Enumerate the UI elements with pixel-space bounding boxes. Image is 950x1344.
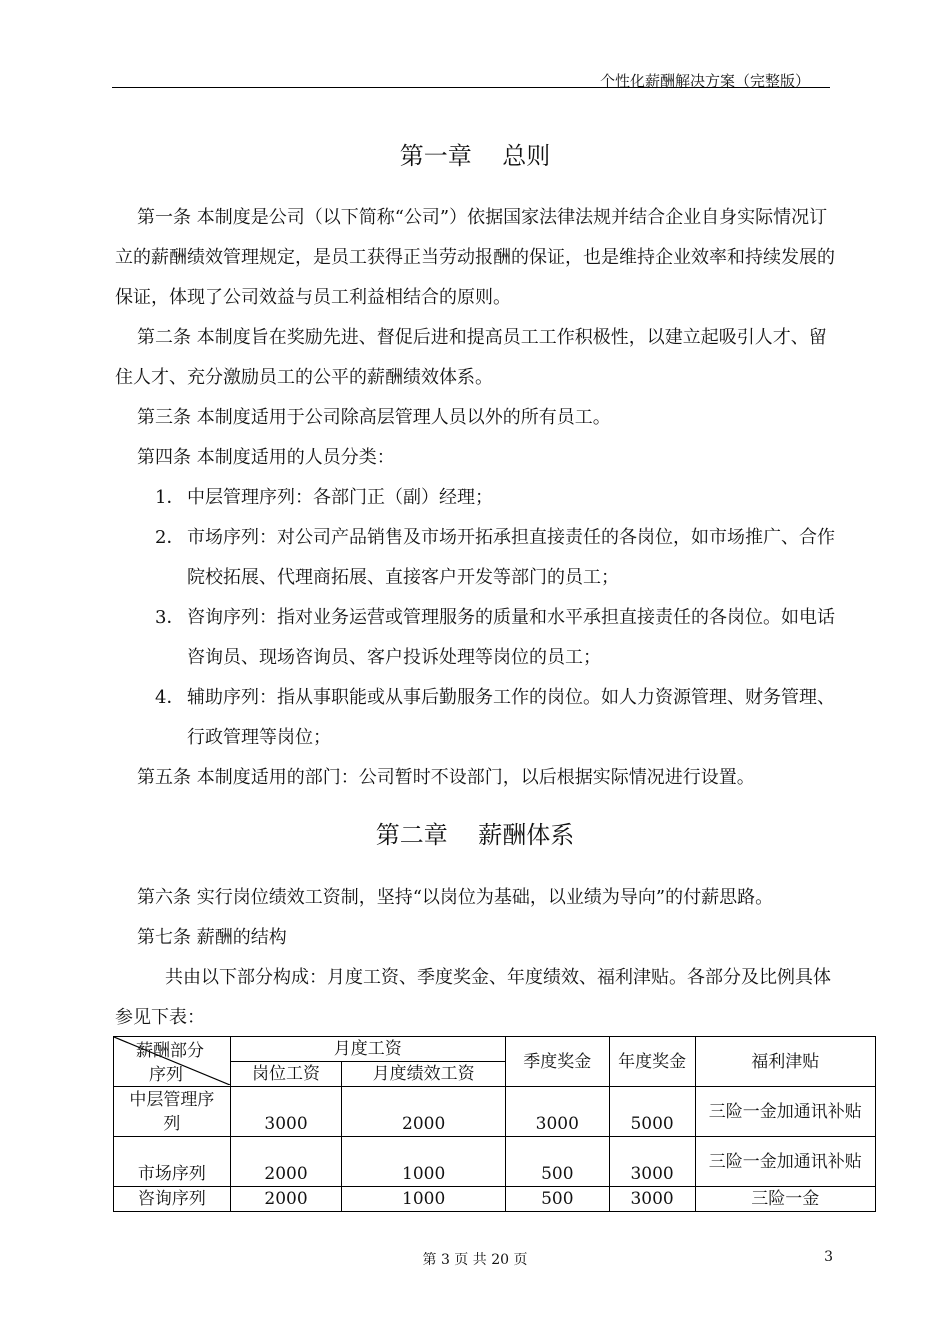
page-number: 3: [824, 1249, 833, 1265]
corner-label-bottom: 序列: [149, 1065, 183, 1085]
chapter-1-body: [115, 198, 835, 798]
cell-annual: 3000: [609, 1187, 695, 1212]
cell-welfare: 三险一金加通讯补贴: [695, 1087, 875, 1137]
cell-quarterly: 3000: [505, 1087, 609, 1137]
cell-sequence: 咨询序列: [114, 1187, 231, 1212]
chapter-2-title: 第二章 薪酬体系: [375, 821, 575, 849]
header-monthly-performance: 月度绩效工资: [342, 1062, 506, 1087]
list-text: 咨询序列：指对业务运营或管理服务的质量和水平承担直接责任的各岗位。如电话咨询员、现场咨询员、客户投诉处理等岗位的员工；: [187, 607, 835, 668]
header-monthly: 月度工资: [230, 1037, 505, 1062]
list-text: 中层管理序列：各部门正（副）经理；: [187, 487, 493, 508]
article-7: 第七条 薪酬的结构: [137, 927, 287, 948]
article-2: 第二条 本制度旨在奖励先进、督促后进和提高员工工作积极性，以建立起吸引人才、留住人才、充分激励员工的公平的薪酬绩效体系。: [115, 327, 827, 388]
list-number: 3．: [155, 607, 185, 628]
list-text: 市场序列：对公司产品销售及市场开拓承担直接责任的各岗位，如市场推广、合作院校拓展、代理商拓展、直接客户开发等部门的员工；: [187, 527, 835, 588]
list-item: [115, 478, 835, 518]
cell-sequence: 市场序列: [114, 1137, 231, 1187]
cell-quarterly: 500: [505, 1187, 609, 1212]
chapter-2-body: [115, 878, 835, 1038]
cell-performance: 2000: [342, 1087, 506, 1137]
list-number: 4．: [155, 687, 185, 708]
cell-base: 2000: [230, 1137, 342, 1187]
list-item: [115, 678, 835, 758]
cell-annual: 5000: [609, 1087, 695, 1137]
cell-base: 2000: [230, 1187, 342, 1212]
cell-welfare: 三险一金: [695, 1187, 875, 1212]
cell-base: 3000: [230, 1087, 342, 1137]
article-7-description: 共由以下部分构成：月度工资、季度奖金、年度绩效、福利津贴。各部分及比例具体参见下表：: [115, 967, 831, 1028]
header-quarterly-bonus: 季度奖金: [505, 1037, 609, 1087]
article-1: 第一条 本制度是公司（以下简称“公司”）依据国家法律法规并结合企业自身实际情况订立的薪酬绩效管理规定，是员工获得正当劳动报酬的保证，也是维持企业效率和持续发展的保证，体现了公司效益与员工利益相结合的原则。: [115, 207, 835, 308]
chapter-1-title: 第一章 总则: [399, 142, 551, 170]
article-5: 第五条 本制度适用的部门：公司暂时不设部门，以后根据实际情况进行设置。: [137, 767, 755, 788]
list-text: 辅助序列：指从事职能或从事后勤服务工作的岗位。如人力资源管理、财务管理、行政管理等岗位；: [187, 687, 835, 748]
corner-label-top: 薪酬部分: [136, 1041, 204, 1061]
article-6: 第六条 实行岗位绩效工资制，坚持“以岗位为基础，以业绩为导向”的付薪思路。: [137, 887, 774, 908]
header-annual-bonus: 年度奖金: [609, 1037, 695, 1087]
table-row: [114, 1137, 876, 1187]
header-welfare: 福利津贴: [695, 1037, 875, 1087]
cell-performance: 1000: [342, 1187, 506, 1212]
table-row: [114, 1087, 876, 1137]
salary-structure-table: [113, 1036, 876, 1212]
article-4: 第四条 本制度适用的人员分类：: [137, 447, 395, 468]
cell-welfare: 三险一金加通讯补贴: [695, 1137, 875, 1187]
list-item: [115, 518, 835, 598]
article-3: 第三条 本制度适用于公司除高层管理人员以外的所有员工。: [137, 407, 611, 428]
list-item: [115, 598, 835, 678]
header-base-salary: 岗位工资: [230, 1062, 342, 1087]
cell-sequence: 中层管理序列: [114, 1087, 231, 1137]
list-number: 1．: [155, 487, 185, 508]
cell-performance: 1000: [342, 1137, 506, 1187]
table-header-row: [114, 1037, 876, 1062]
running-header: 个性化薪酬解决方案（完整版）: [599, 72, 810, 90]
table-row: [114, 1187, 876, 1212]
header-rule: [112, 87, 830, 88]
list-number: 2．: [155, 527, 185, 548]
diagonal-header-cell: [114, 1037, 231, 1087]
page-footer: 第 3 页 共 20 页: [422, 1252, 528, 1268]
cell-quarterly: 500: [505, 1137, 609, 1187]
cell-annual: 3000: [609, 1137, 695, 1187]
